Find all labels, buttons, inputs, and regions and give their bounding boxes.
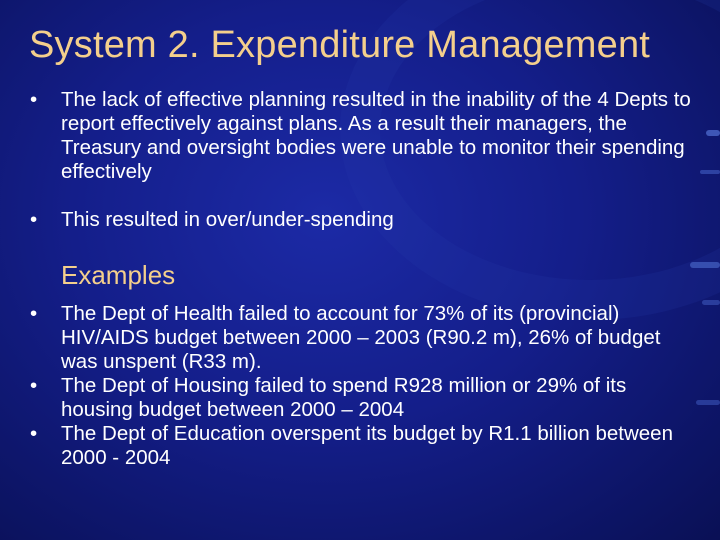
decorative-dash (706, 130, 720, 136)
bullet-text: The lack of effective planning resulted in the inability of the 4 Depts to report effectively against plans. As a result their managers, the Treasury and oversight bodies were unable to monitor their spending effectively (61, 88, 691, 183)
bullet-item (30, 422, 698, 470)
bullet-item (30, 88, 698, 184)
bullet-item (30, 302, 698, 374)
bullet-item (30, 208, 698, 232)
bullet-text: The Dept of Education overspent its budget by R1.1 billion between 2000 - 2004 (61, 422, 673, 469)
bullet-marker: • (30, 374, 38, 397)
slide-body (30, 88, 698, 470)
bullet-text: This resulted in over/under-spending (61, 208, 394, 231)
bullet-marker: • (30, 422, 38, 445)
bullet-text: The Dept of Health failed to account for 73% of its (provincial) HIV/AIDS budget between 2000 – 2003 (R90.2 m), 26% of budget was unspent (R33 m). (61, 302, 661, 373)
examples-heading: Examples (61, 260, 176, 290)
bullet-marker: • (30, 302, 38, 325)
slide-title: System 2. Expenditure Management (29, 24, 651, 66)
decorative-dash (702, 300, 720, 305)
bullet-marker: • (30, 208, 38, 231)
bullet-marker: • (30, 88, 38, 111)
bullet-text: The Dept of Housing failed to spend R928 million or 29% of its housing budget between 2000 – 2004 (61, 374, 627, 421)
decorative-dash (700, 170, 720, 174)
bullet-item (30, 374, 698, 422)
decorative-dash (696, 400, 720, 405)
